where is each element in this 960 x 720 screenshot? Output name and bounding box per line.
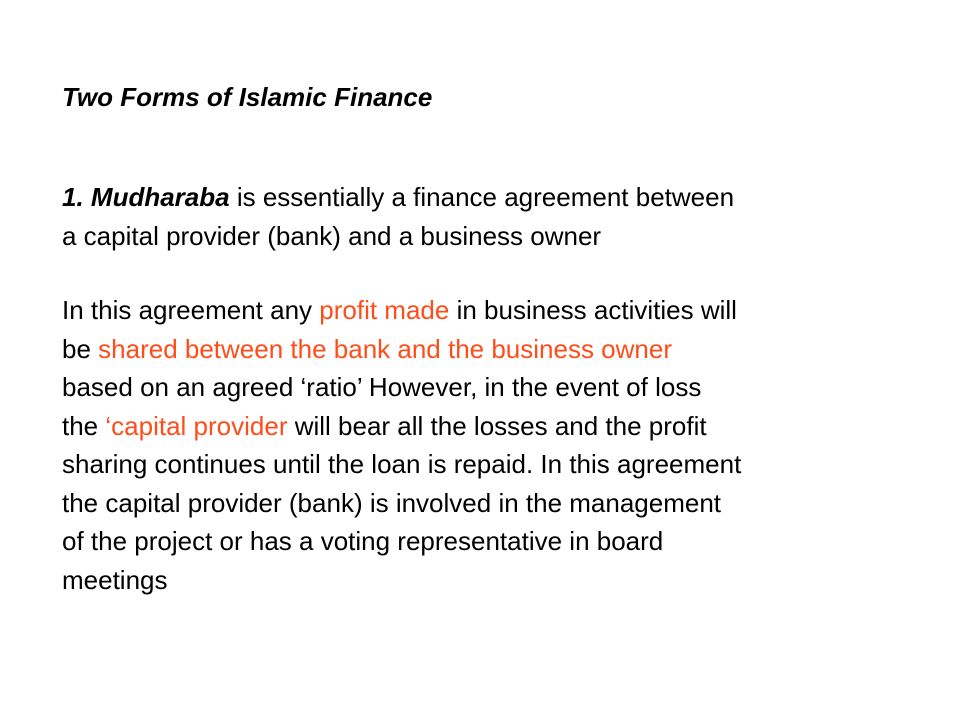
paragraph2-line8: meetings xyxy=(62,564,168,595)
highlight-capital-provider: ‘capital provider xyxy=(105,410,288,441)
text-segment: In this agreement any xyxy=(62,295,313,325)
paragraph-mudharaba-definition xyxy=(62,178,902,255)
text-segment: in business activities will xyxy=(456,295,737,325)
paragraph2-line5: sharing continues until the loan is repaid. In this agreement xyxy=(62,449,742,479)
definition-text: is essentially a finance agreement between xyxy=(236,182,735,212)
paragraph2-line4 xyxy=(62,407,902,446)
slide-title: Two Forms of Islamic Finance xyxy=(62,82,433,112)
paragraph2-line6: the capital provider (bank) is involved in the management xyxy=(62,487,722,518)
text-segment: the xyxy=(62,410,99,441)
highlight-profit-made: profit made xyxy=(319,295,450,325)
paragraph-agreement-details xyxy=(62,291,902,599)
text-segment: be xyxy=(62,333,91,364)
paragraph1-line1 xyxy=(62,178,902,217)
paragraph1-line2: a capital provider (bank) and a business owner xyxy=(62,220,602,251)
paragraph2-line2 xyxy=(62,330,902,369)
highlight-shared-between: shared between the bank and the business owner xyxy=(98,333,672,364)
paragraph2-line7: of the project or has a voting representative in board xyxy=(62,526,664,556)
paragraph2-line1 xyxy=(62,291,902,330)
list-number: 1. xyxy=(62,182,84,212)
text-segment: will bear all the losses and the profit xyxy=(294,410,707,441)
paragraph2-line3: based on an agreed ‘ratio’ However, in the event of loss xyxy=(62,372,702,402)
term-mudharaba: Mudharaba xyxy=(90,182,230,212)
